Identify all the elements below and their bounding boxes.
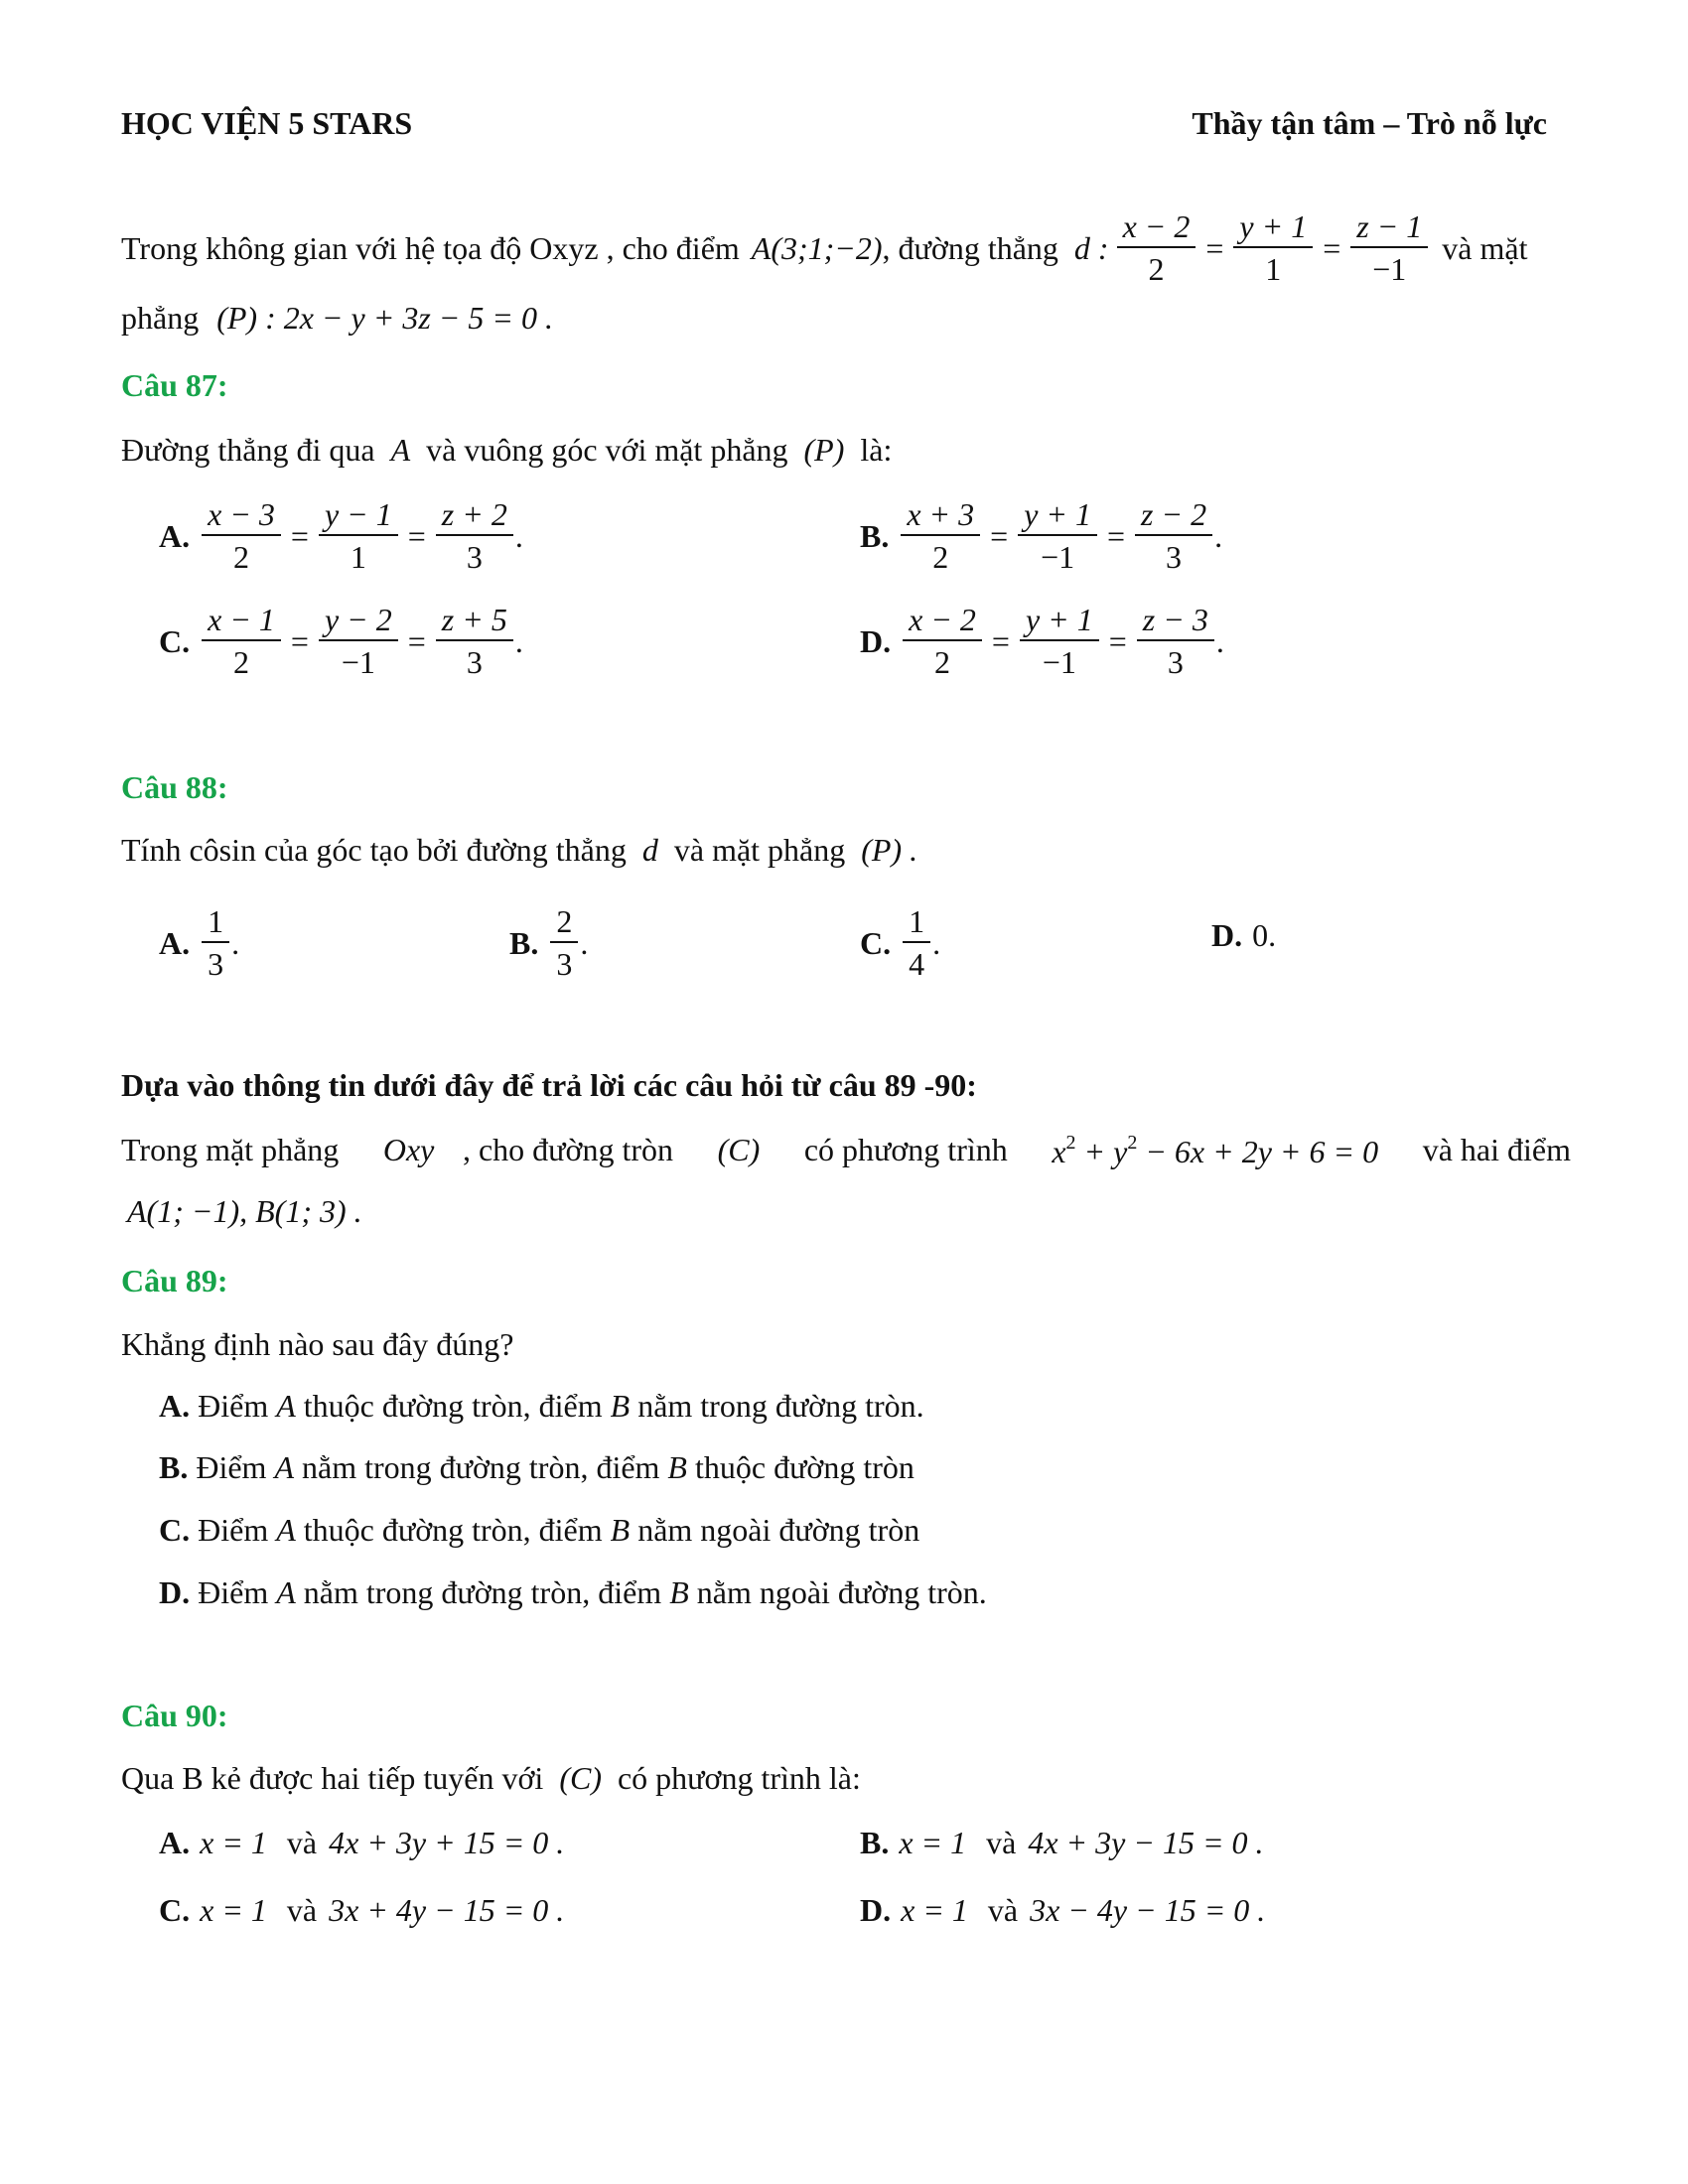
q90-prompt: Qua B kẻ được hai tiếp tuyến với (C) có phương trình là: [121,1760,861,1796]
q87-title: Câu 87: [121,367,228,403]
q89-option-b[interactable]: B. Điểm A nằm trong đường tròn, điểm B thuộc đường tròn [159,1449,914,1485]
header-right: Thầy tận tâm – Trò nỗ lực [1192,105,1547,141]
q87-option-d[interactable]: D. $\frac{x - 2}{2}$ = $\frac{y + 1}{-1}$ = $\frac{z - 3}{3}$ . [860,602,1224,680]
intro-text: Trong không gian với hệ tọa độ Oxyz , cho điểm [121,229,740,266]
line-d-name: d : [1073,229,1109,266]
q88-prompt: Tính côsin của góc tạo bởi đường thẳng d và mặt phẳng (P) . [121,832,918,868]
d-frac-y: $\frac{y + 1}{1}$ [1233,206,1313,290]
q87-option-c[interactable]: C. $\frac{x - 1}{2}$ = $\frac{y - 2}{-1}$ = $\frac{z + 5}{3}$ . [159,602,523,680]
intro-line-2: phẳng (P) : 2x − y + 3z − 5 = 0 . [121,300,553,336]
q88-title: Câu 88: [121,769,228,805]
q90-option-b[interactable]: B. x = 1 và 4x + 3y − 15 = 0 . [860,1825,1264,1860]
header-left: HỌC VIỆN 5 STARS [121,105,413,141]
d-frac-z: $\frac{z - 1}{-1}$ [1350,206,1428,290]
q89-option-d[interactable]: D. Điểm A nằm trong đường tròn, điểm B nằm ngoài đường tròn. [159,1574,987,1610]
q89-prompt: Khẳng định nào sau đây đúng? [121,1326,514,1362]
plane-P-equation: (P) : 2x − y + 3z − 5 = 0 . [216,300,553,336]
d-frac-x: $\frac{x - 2}{2}$ [1117,206,1196,290]
intro-text-3: và mặt [1442,229,1528,266]
q90-option-a[interactable]: A. x = 1 và 4x + 3y + 15 = 0 . [159,1825,565,1860]
info-line-2: A(1; −1), B(1; 3) . [127,1193,362,1229]
q90-title: Câu 90: [121,1698,228,1733]
q89-option-a[interactable]: A. Điểm A thuộc đường tròn, điểm B nằm trong đường tròn. [159,1388,924,1424]
q89-option-c[interactable]: C. Điểm A thuộc đường tròn, điểm B nằm ngoài đường tròn [159,1512,920,1548]
q89-title: Câu 89: [121,1263,228,1298]
info-heading: Dựa vào thông tin dưới đây để trả lời các câu hỏi từ câu 89 -90: [121,1067,977,1103]
info-line-1: Trong mặt phẳng Oxy , cho đường tròn (C) có phương trình $x^2 + y^2 - 6x + 2y + 6 = 0$ và hai điểm [121,1132,1571,1169]
q87-option-b[interactable]: B. $\frac{x + 3}{2}$ = $\frac{y + 1}{-1}$ = $\frac{z - 2}{3}$ . [860,496,1223,575]
q88-option-d[interactable]: D. 0. [1211,917,1277,953]
q88-option-b[interactable]: B. $\frac{2}{3}$ . [509,903,589,982]
point-A: A(3;1;−2) [751,229,883,266]
q90-option-c[interactable]: C. x = 1 và 3x + 4y − 15 = 0 . [159,1892,565,1928]
intro-line-1: Trong không gian với hệ tọa độ Oxyz , cho điểm A(3;1;−2) , đường thẳng d : $\frac{x - 2}{2}$ = $\frac{y + 1}{1}$ = $\frac{z - 1}{-1}$ và mặt [121,206,1571,290]
q87-prompt: Đường thẳng đi qua A và vuông góc với mặt phẳng (P) là: [121,432,893,468]
q88-option-c[interactable]: C. $\frac{1}{4}$ . [860,903,941,982]
q87-option-a[interactable]: A. $\frac{x - 3}{2}$ = $\frac{y - 1}{1}$ = $\frac{z + 2}{3}$ . [159,496,523,575]
q88-option-a[interactable]: A. $\frac{1}{3}$ . [159,903,240,982]
intro-text-2: , đường thẳng [882,229,1058,266]
q90-option-d[interactable]: D. x = 1 và 3x − 4y − 15 = 0 . [860,1892,1266,1928]
